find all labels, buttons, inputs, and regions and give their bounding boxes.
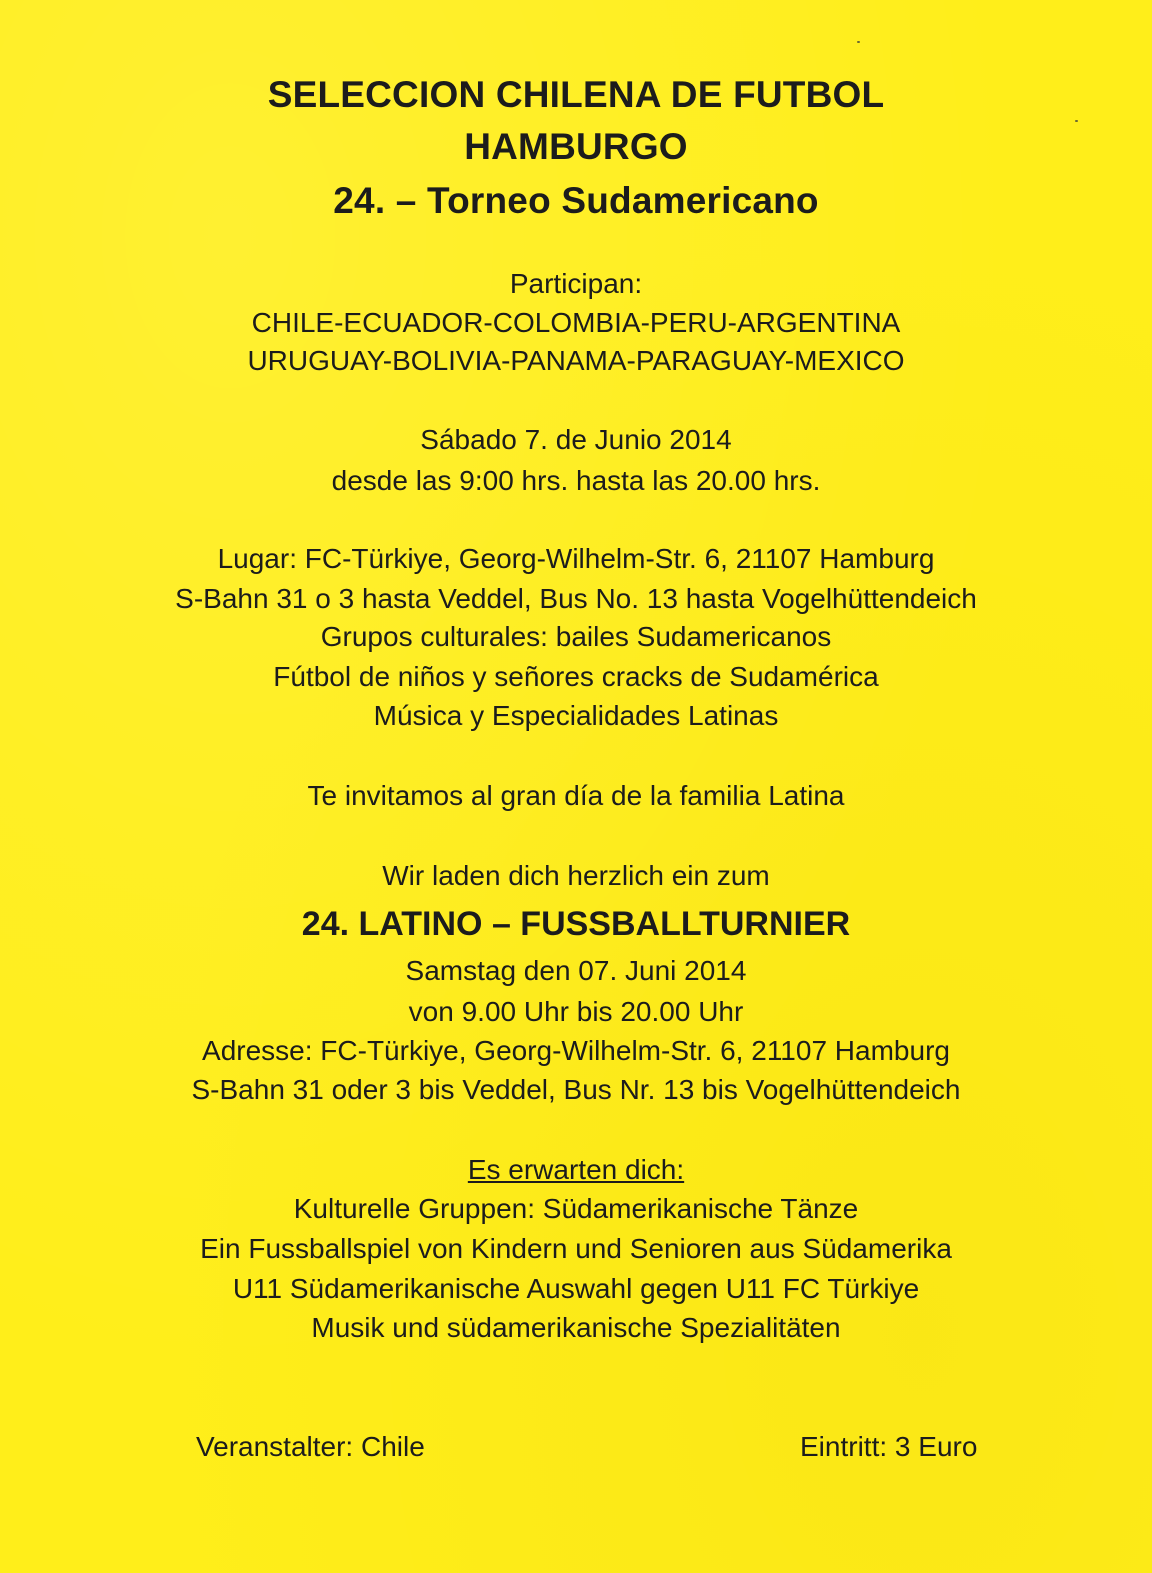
paper-speck	[857, 41, 860, 43]
spanish-culture: Grupos culturales: bailes Sudamericanos	[320, 621, 832, 652]
german-football: Ein Fussballspiel von Kindern und Senioren aus Südamerika	[200, 1233, 952, 1264]
teams-line-2: URUGUAY-BOLIVIA-PANAMA-PARAGUAY-MEXICO	[247, 345, 905, 376]
paper-speck	[1075, 120, 1078, 122]
spanish-hours: desde las 9:00 hrs. hasta las 20.00 hrs.	[331, 465, 821, 496]
title-line-2: HAMBURGO	[464, 126, 688, 167]
german-invite: Wir laden dich herzlich ein zum	[382, 860, 770, 891]
german-address: Adresse: FC-Türkiye, Georg-Wilhelm-Str. 6, 21107 Hamburg	[202, 1035, 950, 1066]
german-culture: Kulturelle Gruppen: Südamerikanische Tänze	[293, 1193, 859, 1224]
participants-label: Participan:	[509, 268, 643, 299]
spanish-invite: Te invitamos al gran día de la familia Latina	[307, 780, 845, 811]
german-hours: von 9.00 Uhr bis 20.00 Uhr	[408, 996, 744, 1027]
title-line-1: SELECCION CHILENA DE FUTBOL	[267, 74, 885, 115]
teams-line-1: CHILE-ECUADOR-COLOMBIA-PERU-ARGENTINA	[251, 307, 901, 338]
spanish-place: Lugar: FC-Türkiye, Georg-Wilhelm-Str. 6, 21107 Hamburg	[217, 543, 935, 574]
german-date: Samstag den 07. Juni 2014	[405, 955, 747, 986]
spanish-music: Música y Especialidades Latinas	[373, 700, 779, 731]
spanish-transport: S-Bahn 31 o 3 hasta Veddel, Bus No. 13 hasta Vogelhüttendeich	[175, 583, 977, 614]
title-line-3: 24. – Torneo Sudamericano	[333, 180, 819, 221]
german-transport: S-Bahn 31 oder 3 bis Veddel, Bus Nr. 13 bis Vogelhüttendeich	[191, 1074, 961, 1105]
footer-organizer: Veranstalter: Chile	[196, 1431, 425, 1462]
german-event-title: 24. LATINO – FUSSBALLTURNIER	[301, 905, 851, 943]
footer-admission: Eintritt: 3 Euro	[800, 1431, 978, 1462]
spanish-football: Fútbol de niños y señores cracks de Sudamérica	[273, 661, 879, 692]
spanish-date: Sábado 7. de Junio 2014	[420, 424, 732, 455]
german-u11: U11 Südamerikanische Auswahl gegen U11 FC Türkiye	[232, 1273, 920, 1304]
german-music: Musik und südamerikanische Spezialitäten	[311, 1312, 841, 1343]
german-expect-heading: Es erwarten dich:	[467, 1154, 685, 1185]
